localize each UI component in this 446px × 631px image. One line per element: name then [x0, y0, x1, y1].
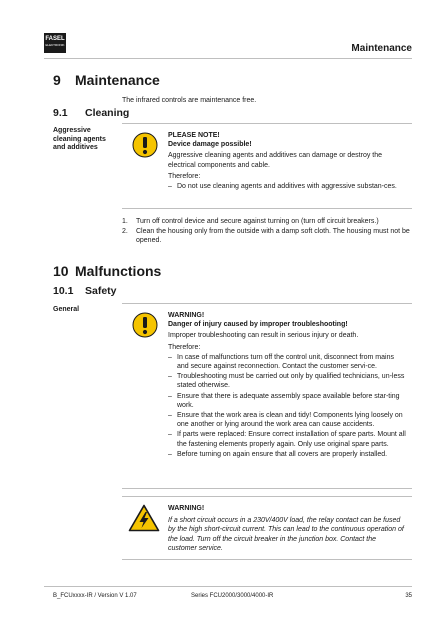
warning-list-item: – In case of malfunctions turn off the control unit, disconnect from mains and secure against reconnection. Contact the customer servi-ce. — [168, 353, 394, 371]
side-label-cleaning-agents: Aggressive cleaning agents and additives — [53, 127, 106, 151]
warning-list-item: – If parts were replaced: Ensure correct installation of spare parts. Mount all the fastening elements properly again. Only use original spare parts. — [168, 431, 406, 448]
section-number: 10 — [53, 263, 69, 279]
section-9-intro: The infrared controls are maintenance free. — [122, 97, 257, 104]
electrical-warning-text: If a short circuit occurs in a 230V/400V load, the relay contact can be fused by the high short-circuit current. This can lead to the continuous operation of the load. Turn off the circuit breaker in the junction box. Contact the customer service. — [168, 517, 404, 552]
warning-subheading: Danger of injury caused by improper troubleshooting! — [168, 321, 348, 329]
warning-therefore: Therefore: — [168, 343, 201, 351]
section-title: Maintenance — [75, 72, 160, 88]
section-number: 9 — [53, 72, 61, 88]
note-notice-box — [122, 123, 412, 209]
logo-text: FASEL — [45, 36, 65, 42]
notice-therefore: Therefore: — [168, 172, 201, 180]
electrical-warning-box — [122, 496, 412, 560]
electrical-warning-heading: WARNING! — [168, 505, 205, 512]
warning-list-item: – Ensure that there is adequate assembly space available before star-ting work. — [168, 392, 400, 409]
section-10-1-heading — [53, 285, 117, 297]
section-10-heading — [53, 263, 161, 279]
section-title: Safety — [85, 285, 117, 297]
footer-document-version: B_FCUxxxx-IR / Version V 1.07 — [53, 593, 137, 599]
notice-heading: PLEASE NOTE! — [168, 132, 220, 139]
section-number: 9.1 — [53, 107, 68, 119]
notice-subheading: Device damage possible! — [168, 141, 252, 149]
electrical-hazard-icon — [128, 504, 160, 537]
header-title: Maintenance — [351, 43, 412, 54]
cleaning-steps-list — [122, 217, 412, 246]
exclamation-icon — [132, 312, 158, 343]
step-item: 2. Clean the housing only from the outside with a damp soft cloth. The housing must not be opened. — [122, 228, 410, 244]
notice-list-item: – Do not use cleaning agents and additives with aggressive substan-ces. — [168, 183, 397, 191]
page-number: 35 — [405, 593, 412, 599]
warning-list-item: – Before turning on again ensure that all covers are properly installed. — [168, 450, 388, 458]
section-9-heading — [53, 72, 160, 88]
warning-text: Improper troubleshooting can result in serious injury or death. — [168, 332, 359, 340]
section-title: Malfunctions — [75, 263, 162, 279]
header-divider — [44, 58, 412, 59]
warning-list-item: – Ensure that the work area is clean and tidy! Components lying loosely on one another or lying around the work area can cause accidents. — [168, 412, 403, 429]
section-number: 10.1 — [53, 285, 74, 297]
footer-series: Series FCU2000/3000/4000-IR — [191, 593, 274, 599]
step-item: 1. Turn off control device and secure against turning on (turn off circuit breakers.) — [122, 218, 379, 225]
section-9-1-heading — [53, 107, 129, 119]
troubleshooting-warning-box — [122, 303, 412, 489]
section-title: Cleaning — [85, 107, 130, 119]
exclamation-icon — [132, 132, 158, 163]
warning-list-item: – Troubleshooting must be carried out only by qualified technicians, un-less stated otherwise. — [168, 373, 405, 390]
notice-text: Aggressive cleaning agents and additives can damage or destroy the electrical components and cable. — [168, 152, 383, 169]
warning-heading: WARNING! — [168, 312, 205, 319]
side-label-general: General — [53, 306, 80, 313]
logo-subtext: ELEKTRONIK — [45, 43, 65, 47]
footer-divider — [44, 586, 412, 587]
fasel-logo — [44, 33, 66, 53]
